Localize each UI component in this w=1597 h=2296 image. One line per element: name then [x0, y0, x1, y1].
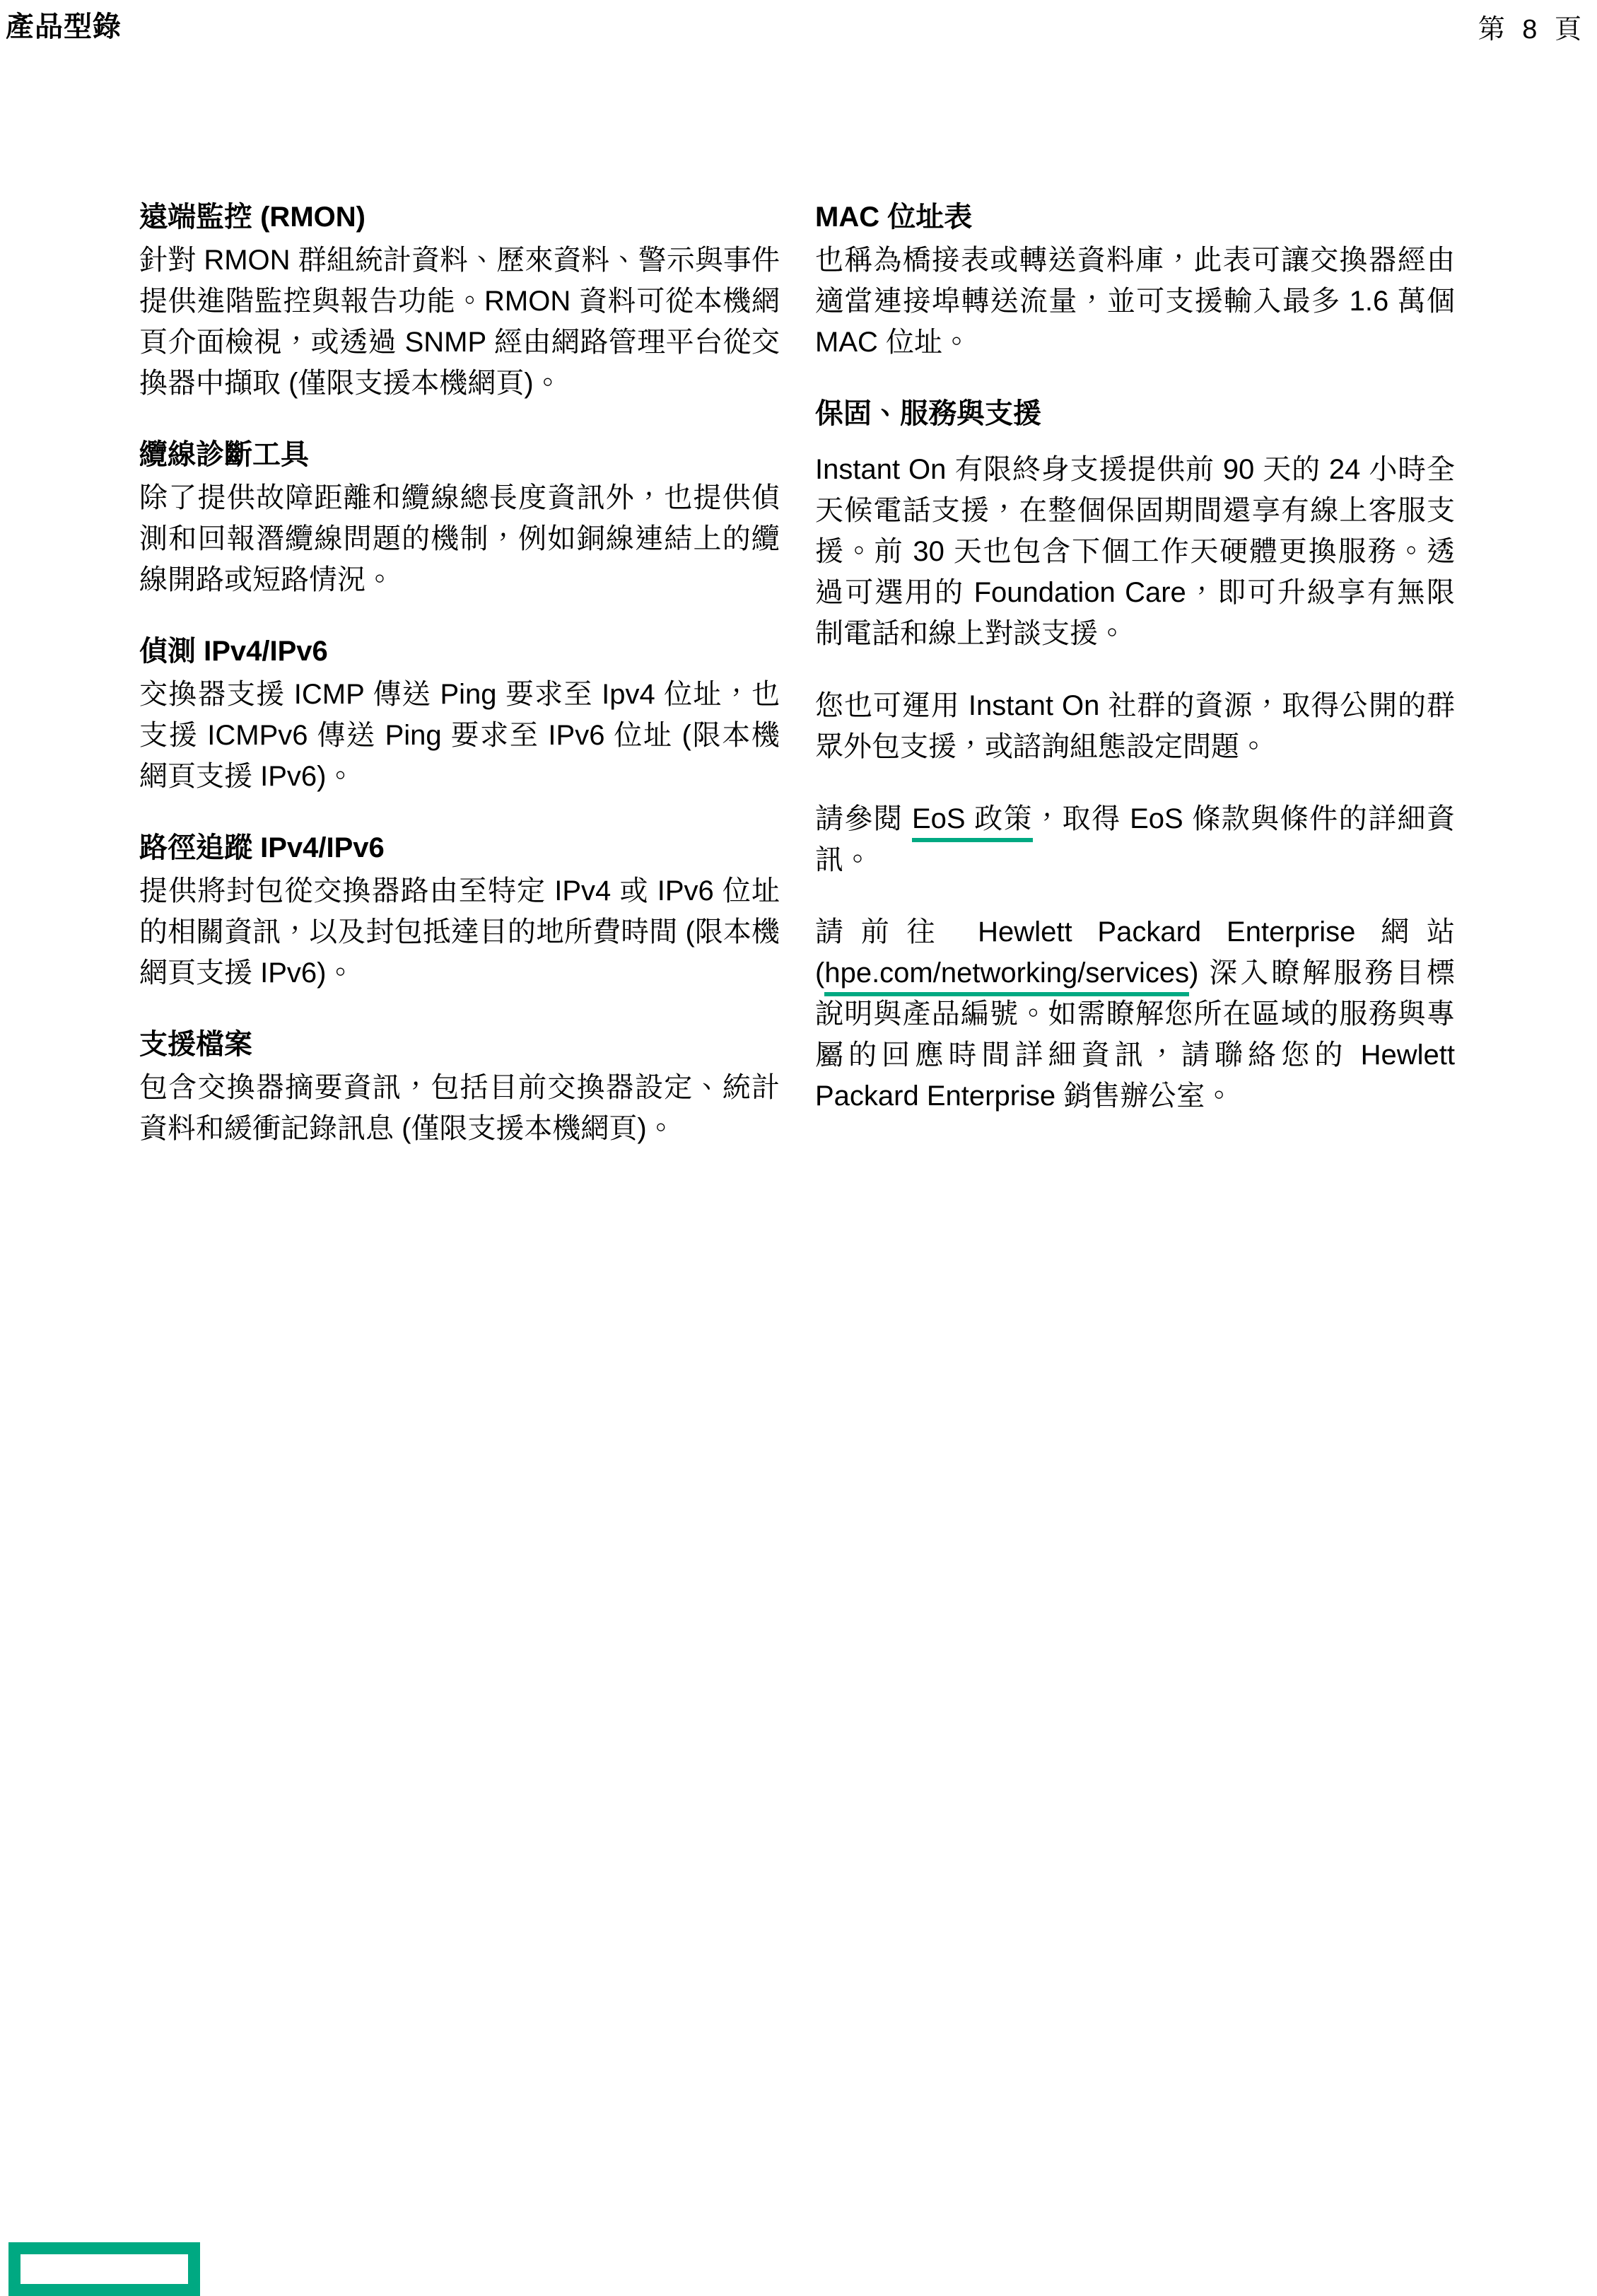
section-heading: 偵測 IPv4/IPv6 — [139, 636, 328, 667]
hpe-url-link-part2[interactable]: networking/services — [941, 957, 1189, 996]
section-remote-monitoring — [139, 200, 780, 404]
hpe-logo — [8, 2242, 200, 2296]
section-heading: MAC 位址表 — [815, 202, 973, 233]
section-support-file — [139, 1027, 780, 1149]
section-body: 提供將封包從交換器路由至特定 IPv4 或 IPv6 位址的相關資訊，以及封包抵達目的地所費時間 (限本機網頁支援 IPv6)。 — [139, 875, 780, 989]
page-number: 第 8 頁 — [1478, 15, 1581, 45]
section-heading: 遠端監控 (RMON) — [139, 202, 365, 233]
hpe-website-paragraph — [815, 911, 1455, 1117]
section-heading: 纜線診斷工具 — [139, 439, 309, 470]
website-text-before: 請前往 Hewlett Packard Enterprise 網站 ( — [815, 916, 1455, 989]
eos-paragraph — [815, 798, 1455, 880]
section-body: 包含交換器摘要資訊，包括目前交換器設定、統計資料和緩衝記錄訊息 (僅限支援本機網頁)。 — [139, 1072, 780, 1144]
website-text-after: ) 深入瞭解服務目標說明與產品編號。如需瞭解您所在區域的服務與專屬的回應時間詳細資訊，請聯絡您的 Hewlett Packard Enterprise 銷售辦公室。 — [815, 957, 1455, 1112]
section-mac-address-table — [815, 200, 1455, 363]
eos-text-before: 請參閱 — [815, 803, 912, 834]
right-column — [815, 200, 1455, 1117]
section-ping-ipv4-ipv6 — [139, 634, 780, 797]
section-body: 也稱為橋接表或轉送資料庫，此表可讓交換器經由適當連接埠轉送流量，並可支援輸入最多 1.6 萬個 MAC 位址。 — [815, 245, 1455, 358]
section-body: 針對 RMON 群組統計資料、歷來資料、警示與事件提供進階監控與報告功能。RMON 資料可從本機網頁介面檢視，或透過 SNMP 經由網路管理平台從交換器中擷取 (僅限支援本機網頁)。 — [139, 245, 780, 399]
page-title: 產品型錄 — [6, 11, 122, 42]
section-heading: 支援檔案 — [139, 1029, 252, 1060]
section-warranty-service-support — [815, 397, 1455, 1117]
section-heading: 路徑追蹤 IPv4/IPv6 — [139, 832, 385, 863]
section-traceroute-ipv4-ipv6 — [139, 831, 780, 993]
section-cable-diagnostics — [139, 438, 780, 600]
eos-text-after: ，取得 EoS 條款與條件的詳細資訊。 — [815, 803, 1455, 875]
section-body: 交換器支援 ICMP 傳送 Ping 要求至 Ipv4 位址，也支援 ICMPv6 傳送 Ping 要求至 IPv6 位址 (限本機網頁支援 IPv6)。 — [139, 679, 780, 792]
section-body: 除了提供故障距離和纜線總長度資訊外，也提供偵測和回報潛纜線問題的機制，例如銅線連結上的纜線開路或短路情況。 — [139, 482, 780, 595]
warranty-paragraph: Instant On 有限終身支援提供前 90 天的 24 小時全天候電話支援，在整個保固期間還享有線上客服支援。前 30 天也包含下個工作天硬體更換服務。透過可選用的 Foundation Care，即可升級享有無限制電話和線上對談支援。 — [815, 454, 1455, 649]
community-paragraph: 您也可運用 Instant On 社群的資源，取得公開的群眾外包支援，或諮詢組態設定問題。 — [815, 690, 1455, 762]
hpe-url-link-part1[interactable]: hpe.com/ — [824, 957, 941, 996]
eos-policy-link[interactable]: EoS 政策 — [912, 803, 1033, 842]
section-heading: 保固、服務與支援 — [815, 398, 1041, 429]
left-column — [139, 200, 780, 1149]
